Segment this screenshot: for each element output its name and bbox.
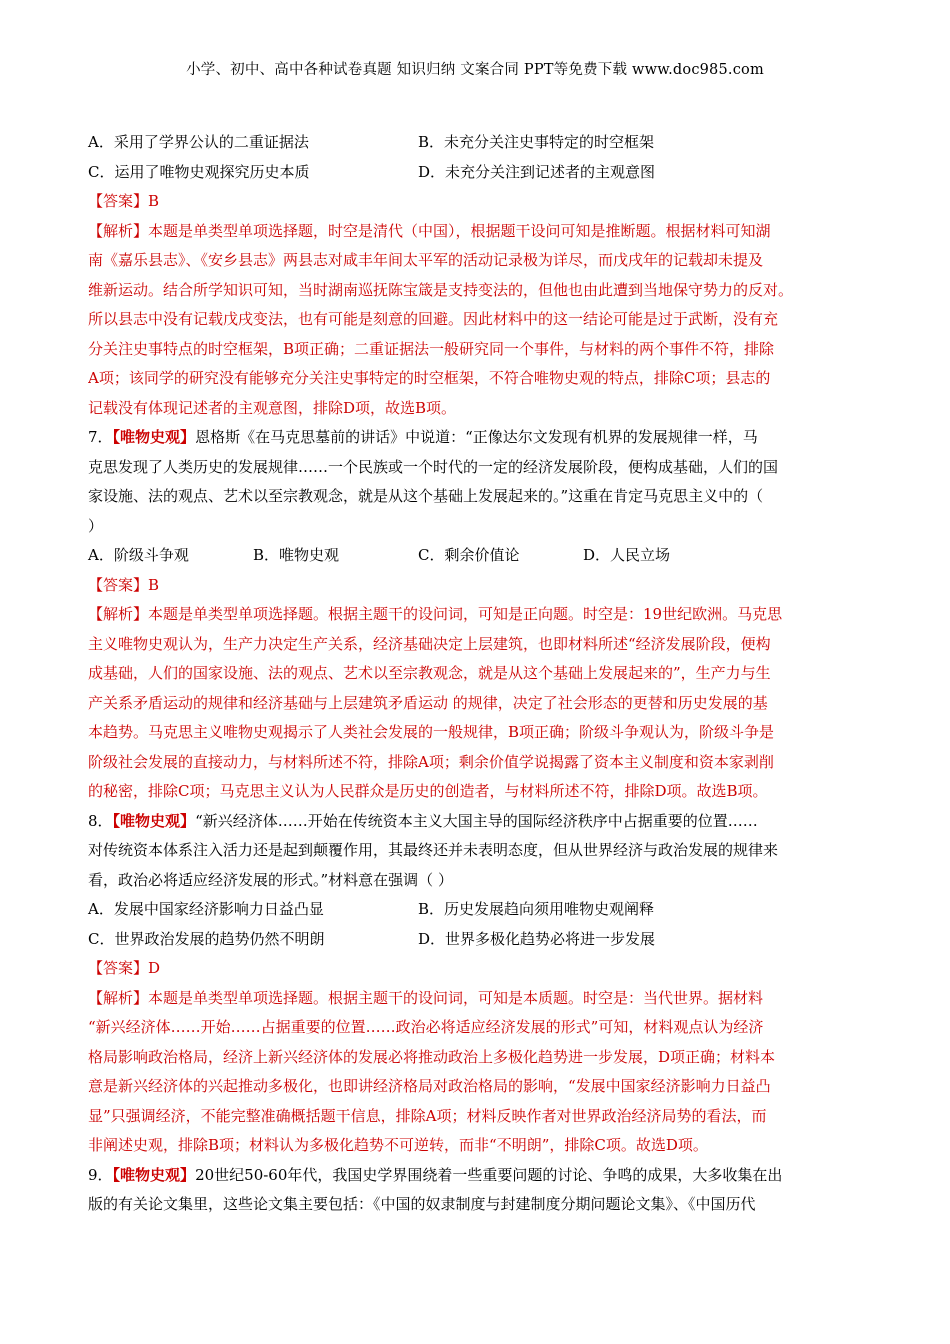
q8-stem-first-line xyxy=(88,807,868,837)
q6-option-d: D．未充分关注到记述者的主观意图 xyxy=(418,162,656,181)
q8-stem-line: 看，政治必将适应经济发展的形式。”材料意在强调（ ） xyxy=(88,870,453,889)
q7-stem-line: ） xyxy=(88,516,104,535)
q8-option-d: D．世界多极化趋势必将进一步发展 xyxy=(418,929,656,948)
q8-analysis-line: 显”只强调经济，不能完整准确概括题干信息，排除A项；材料反映作者对世界政治经济局势的看法，而 xyxy=(88,1106,767,1125)
q8-answer: 【答案】D xyxy=(88,959,161,977)
q9-stem-line: 版的有关论文集里，这些论文集主要包括：《中国的奴隶制度与封建制度分期问题论文集》、《中国历代 xyxy=(88,1195,756,1213)
q8-tag: 【唯物史观】 xyxy=(112,811,196,830)
q8-option-b: B．历史发展趋向须用唯物史观阐释 xyxy=(418,900,655,918)
q9-number: 9． xyxy=(88,1165,113,1184)
q6-options-row-1 xyxy=(88,128,868,158)
q6-options-row-2 xyxy=(88,158,868,188)
q7-tag: 【唯物史观】 xyxy=(112,428,196,446)
q7-option-b: B．唯物史观 xyxy=(253,546,340,564)
q8-number: 8． xyxy=(88,811,113,830)
q8-stem-line: 对传统资本体系注入活力还是起到颠覆作用，其最终还并未表明态度，但从世界经济与政治发展的规律来 xyxy=(88,841,779,859)
q8-option-a: A．发展中国家经济影响力日益凸显 xyxy=(88,900,324,918)
q7-stem-line: 恩格斯《在马克思墓前的讲话》中说道：“正像达尔文发现有机界的发展规律一样，马 xyxy=(195,428,758,446)
q8-analysis-line: 【解析】本题是单类型单项选择题。根据主题干的设问词，可知是本质题。时空是：当代世界。据材料 xyxy=(88,988,764,1007)
q6-option-c: C．运用了唯物史观探究历史本质 xyxy=(88,162,310,181)
q8-options-row-1 xyxy=(88,895,868,925)
q6-analysis-line: 南《嘉乐县志》、《安乡县志》两县志对咸丰年间太平军的活动记录极为详尽，而戊戌年的记载却未提及 xyxy=(88,251,764,269)
q7-analysis-line: 主义唯物史观认为，生产力决定生产关系，经济基础决定上层建筑，也即材料所述“经济发展阶段，便构 xyxy=(88,634,771,653)
q7-analysis-line: 【解析】本题是单类型单项选择题。根据主题干的设问词，可知是正向题。时空是：19世纪欧洲。马克思 xyxy=(88,605,783,623)
q7-option-a: A．阶级斗争观 xyxy=(88,546,189,564)
q8-analysis-line: 意是新兴经济体的兴起推动多极化，也即讲经济格局对政治格局的影响，“发展中国家经济影响力日益凸 xyxy=(88,1077,771,1095)
q6-answer: 【答案】B xyxy=(88,192,160,210)
q6-analysis-line: 记载没有体现记述者的主观意图，排除D项，故选B项。 xyxy=(88,398,457,417)
q7-answer: 【答案】B xyxy=(88,575,160,594)
q6-analysis-line: 【解析】本题是单类型单项选择题，时空是清代（中国），根据题干设问可知是推断题。根据材料可知湖 xyxy=(88,221,771,240)
q7-analysis-line: 成基础，人们的国家设施、法的观点、艺术以至宗教观念，就是从这个基础上发展起来的”，生产力与生 xyxy=(88,664,771,682)
q7-number: 7． xyxy=(88,428,113,446)
q8-analysis-line: 格局影响政治格局，经济上新兴经济体的发展必将推动政治上多极化趋势进一步发展，D项正确；材料本 xyxy=(88,1047,776,1066)
q9-tag: 【唯物史观】 xyxy=(112,1165,196,1184)
q7-analysis-line: 产关系矛盾运动的规律和经济基础与上层建筑矛盾运动 的规律，决定了社会形态的更替和历史发展的基 xyxy=(88,693,768,712)
q6-analysis-line: A项；该同学的研究没有能够充分关注史事特定的时空框架，不符合唯物史观的特点，排除C项；县志的 xyxy=(88,369,771,387)
q8-analysis-line: “新兴经济体……开始……占据重要的位置……政治必将适应经济发展的形式”可知，材料观点认为经济 xyxy=(88,1018,764,1036)
q7-options-row xyxy=(88,541,868,571)
q7-analysis-line: 本趋势。马克思主义唯物史观揭示了人类社会发展的一般规律，B项正确；阶级斗争观认为，阶级斗争是 xyxy=(88,723,775,741)
q9-stem-first-line xyxy=(88,1161,868,1191)
page-header: 小学、初中、高中各种试卷真题 知识归纳 文案合同 PPT等免费下载 www.doc985.com xyxy=(186,62,764,78)
q7-analysis-line: 阶级社会发展的直接动力，与材料所述不符，排除A项；剩余价值学说揭露了资本主义制度和资本家剥削 xyxy=(88,752,774,771)
q6-option-b: B．未充分关注史事特定的时空框架 xyxy=(418,133,655,151)
document-body xyxy=(88,128,868,1220)
q7-option-d: D．人民立场 xyxy=(583,546,671,564)
q7-option-c: C．剩余价值论 xyxy=(418,546,520,564)
q6-analysis-line: 维新运动。结合所学知识可知，当时湖南巡抚陈宝箴是支持变法的，但他也由此遭到当地保守势力的反对。 xyxy=(88,280,794,299)
q6-analysis-line: 分关注史事特点的时空框架，B项正确；二重证据法一般研究同一个事件，与材料的两个事件不符，排除 xyxy=(88,339,775,358)
q9-stem-line: 20世纪50-60年代，我国史学界围绕着一些重要问题的讨论、争鸣的成果，大多收集在出 xyxy=(195,1165,783,1184)
q6-option-a: A．采用了学界公认的二重证据法 xyxy=(88,133,309,151)
q8-stem-line: “新兴经济体……开始在传统资本主义大国主导的国际经济秩序中占据重要的位置…… xyxy=(195,811,758,830)
q7-stem-line: 克思发现了人类历史的发展规律……一个民族或一个时代的一定的经济发展阶段，便构成基础，人们的国 xyxy=(88,457,779,476)
q7-analysis-line: 的秘密，排除C项；马克思主义认为人民群众是历史的创造者，与材料所述不符，排除D项。故选B项。 xyxy=(88,782,768,800)
q7-stem-first-line xyxy=(88,423,868,453)
q8-analysis-line: 非阐述史观，排除B项；材料认为多极化趋势不可逆转，而非“不明朗”，排除C项。故选D项。 xyxy=(88,1136,708,1154)
q7-stem-line: 家设施、法的观点、艺术以至宗教观念，就是从这个基础上发展起来的。”这重在肯定马克思主义中的（ xyxy=(88,487,764,505)
q6-analysis-line: 所以县志中没有记载戊戌变法，也有可能是刻意的回避。因此材料中的这一结论可能是过于武断，没有充 xyxy=(88,310,779,328)
q8-options-row-2 xyxy=(88,925,868,955)
q8-option-c: C．世界政治发展的趋势仍然不明朗 xyxy=(88,929,325,948)
